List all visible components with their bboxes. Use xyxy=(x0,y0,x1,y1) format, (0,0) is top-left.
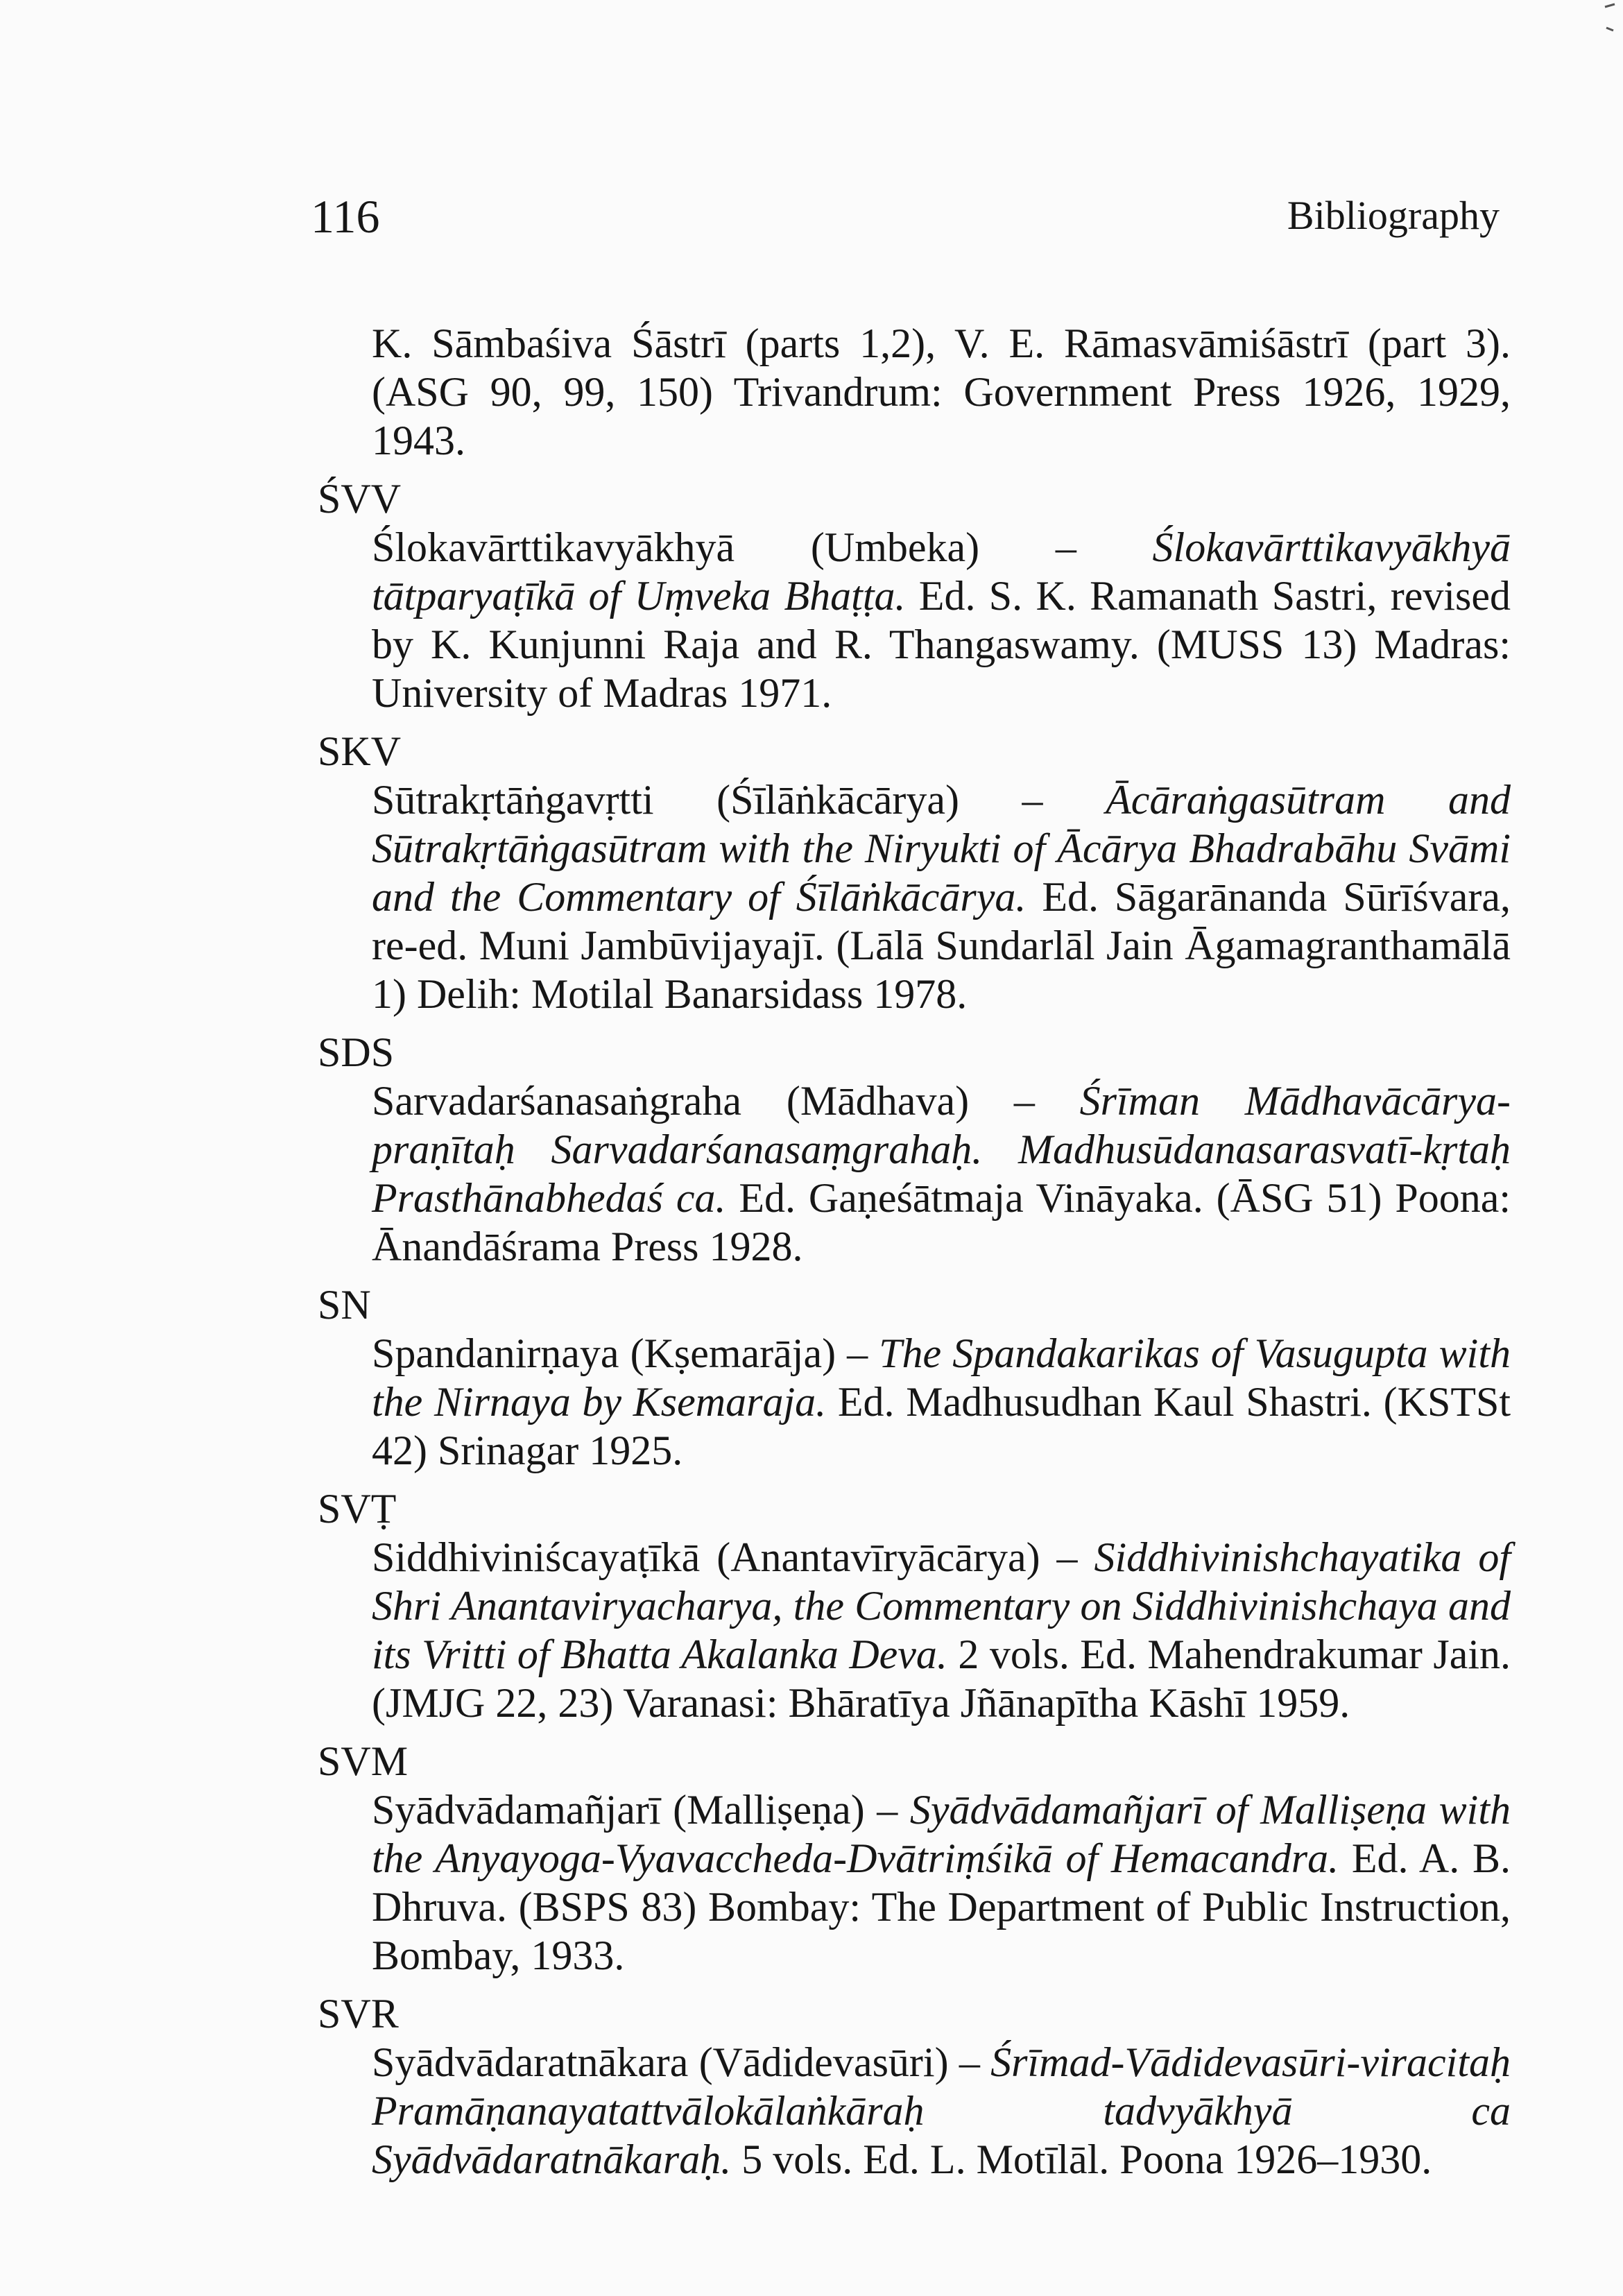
continued-entry-text: K. Sāmbaśiva Śāstrī (parts 1,2), V. E. Rāmasvāmiśāstrī (part 3). (ASG 90, 99, 150) Trivandrum: Government Press 1926, 1929, 1943. xyxy=(372,320,1511,463)
entry-abbreviation: SVR xyxy=(318,1991,399,2037)
entry-work-name: Syādvādamañjarī (Malliṣeṇa) – xyxy=(372,1787,910,1833)
bibliography-entry xyxy=(318,727,1511,1018)
bibliography-entry xyxy=(318,1989,1511,2184)
entry-work-name: Siddhiviniścayaṭīkā (Anantavīryācārya) – xyxy=(372,1534,1094,1580)
bibliography-entry xyxy=(318,1737,1511,1980)
bibliography-entries xyxy=(318,474,1511,2184)
entry-publication-details: Ed. A. B. Dhruva. (BSPS 83) Bombay: The Department of Public Instruction, Bombay, 1933. xyxy=(372,1835,1511,1978)
entry-title: Ācāraṅgasūtram and Sūtrakṛtāṅgasūtram with the Niryukti of Ācārya Bhadrabāhu Svāmi and the Commentary of Śīlāṅkācārya. xyxy=(372,777,1511,920)
entry-publication-details: Ed. Gaṇeśātmaja Vināyaka. (ĀSG 51) Poona: Ānandāśrama Press 1928. xyxy=(372,1175,1511,1269)
page-number: 116 xyxy=(311,190,380,243)
bibliography-entry xyxy=(318,1484,1511,1727)
bibliography-entry xyxy=(318,474,1511,717)
bibliography-body xyxy=(318,319,1511,2184)
entry-publication-details: 5 vols. Ed. L. Motīlāl. Poona 1926–1930. xyxy=(731,2136,1432,2182)
entry-work-name: Sūtrakṛtāṅgavṛtti (Śīlāṅkācārya) – xyxy=(372,777,1106,823)
entry-abbreviation: SVM xyxy=(318,1738,409,1784)
entry-abbreviation: SKV xyxy=(318,728,402,774)
running-head: Bibliography xyxy=(1287,193,1500,238)
entry-publication-details: Ed. Sāgarānanda Sūrīśvara, re-ed. Muni Jambūvijayajī. (Lālā Sundarlāl Jain Āgamagranthamālā 1) Delih: Motilal Banarsidass 1978. xyxy=(372,874,1511,1017)
page-corner-mark xyxy=(1604,0,1616,49)
entry-title: The Spandakarikas of Vasugupta with the Nirnaya by Ksemaraja. xyxy=(372,1330,1511,1425)
entry-publication-details: Ed. S. K. Ramanath Sastri, revised by K. Kunjunni Raja and R. Thangaswamy. (MUSS 13) Madras: University of Madras 1971. xyxy=(372,573,1511,716)
entry-text xyxy=(372,1329,1511,1475)
entry-title: Syādvādamañjarī of Malliṣeṇa with the Anyayoga-Vyavaccheda-Dvātriṃśikā of Hemacandra. xyxy=(372,1787,1511,1881)
bibliography-entry xyxy=(318,1280,1511,1475)
entry-abbreviation: SVṬ xyxy=(318,1486,397,1532)
entry-publication-details: Ed. Madhusudhan Kaul Shastri. (KSTSt 42) Srinagar 1925. xyxy=(372,1379,1511,1473)
entry-text xyxy=(372,776,1511,1018)
entry-text xyxy=(372,1785,1511,1980)
bibliography-entry xyxy=(318,1028,1511,1271)
entry-work-name: Sarvadarśanasaṅgraha (Mādhava) – xyxy=(372,1078,1080,1124)
entry-title: Śrīmad-Vādidevasūri-viracitaḥ Pramāṇanayatattvālokālaṅkāraḥ tadvyākhyā ca Syādvādaratnākaraḥ. xyxy=(372,2039,1511,2182)
entry-text xyxy=(372,1077,1511,1271)
entry-abbreviation: SDS xyxy=(318,1029,395,1075)
entry-work-name: Syādvādaratnākara (Vādidevasūri) – xyxy=(372,2039,991,2085)
entry-text xyxy=(372,523,1511,717)
entry-abbreviation: SN xyxy=(318,1282,371,1328)
entry-text xyxy=(372,1533,1511,1727)
entry-title: Siddhivinishchayatika of Shri Anantaviryacharya, the Commentary on Siddhivinishchaya and its Vritti of Bhatta Akalanka Deva. xyxy=(372,1534,1511,1677)
entry-title: Śrīman Mādhavācārya-praṇītaḥ Sarvadarśanasaṃgrahaḥ. Madhusūdanasarasvatī-kṛtaḥ Prasthānabhedaś ca. xyxy=(372,1078,1511,1221)
entry-work-name: Spandanirṇaya (Kṣemarāja) – xyxy=(372,1330,879,1376)
entry-title: Ślokavārttikavyākhyā tātparyaṭīkā of Uṃveka Bhaṭṭa. xyxy=(372,524,1511,619)
entry-abbreviation: ŚVV xyxy=(318,476,402,522)
entry-text xyxy=(372,2038,1511,2184)
entry-publication-details: 2 vols. Ed. Mahendrakumar Jain. (JMJG 22, 23) Varanasi: Bhāratīya Jñānapītha Kāshī 1959. xyxy=(372,1631,1511,1726)
entry-work-name: Ślokavārttikavyākhyā (Umbeka) – xyxy=(372,524,1153,570)
